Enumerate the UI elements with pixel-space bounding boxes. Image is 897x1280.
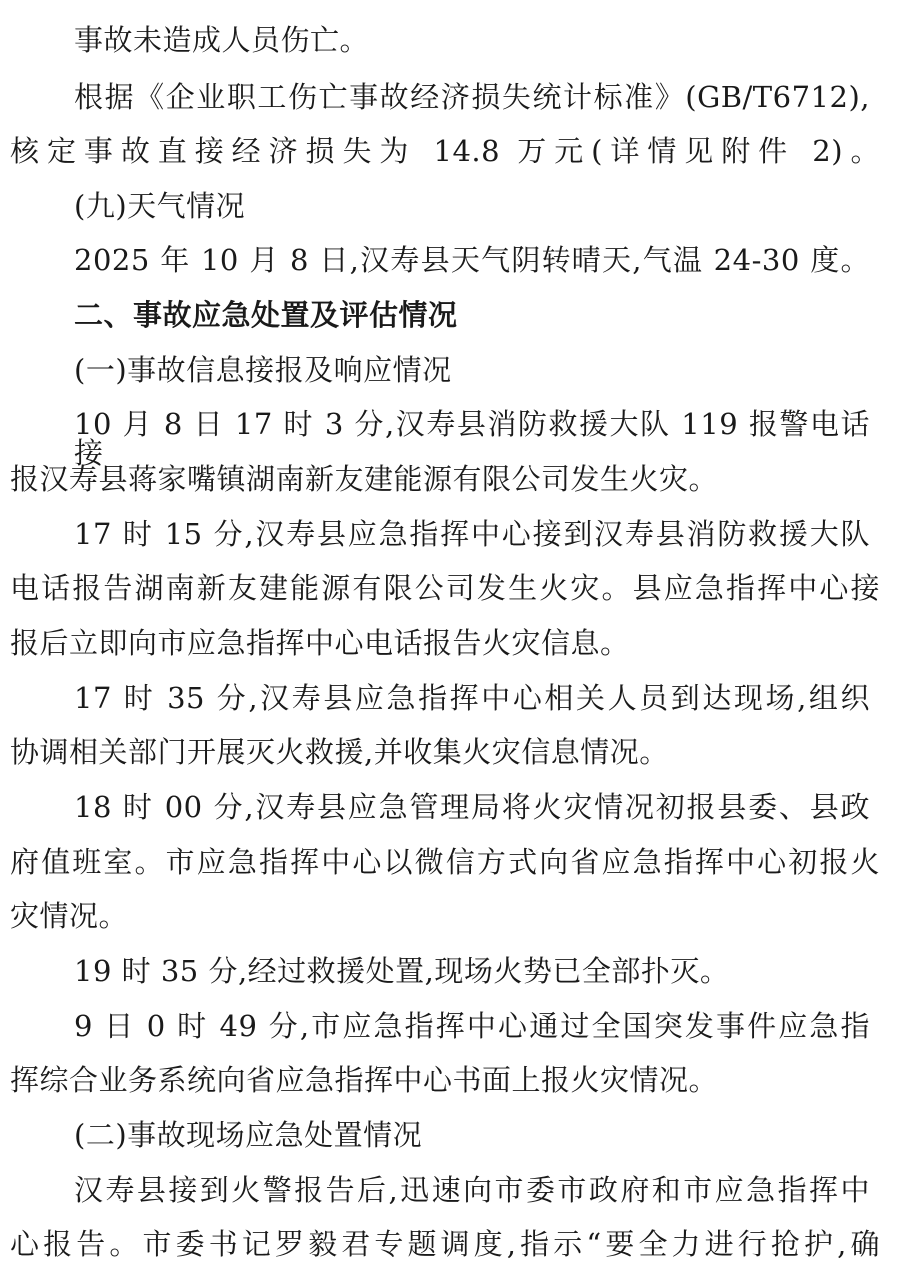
paragraph-line: 9 日 0 时 49 分,市应急指挥中心通过全国突发事件应急指	[74, 1009, 870, 1043]
paragraph-line: 府值班室。市应急指挥中心以微信方式向省应急指挥中心初报火	[10, 845, 880, 879]
paragraph-line: 19 时 35 分,经过救援处置,现场火势已全部扑灭。	[74, 954, 730, 988]
paragraph-line: 18 时 00 分,汉寿县应急管理局将火灾情况初报县委、县政	[74, 790, 870, 824]
paragraph-line: 2025 年 10 月 8 日,汉寿县天气阴转晴天,气温 24-30 度。	[74, 243, 870, 277]
paragraph-line: 17 时 35 分,汉寿县应急指挥中心相关人员到达现场,组织	[74, 681, 870, 715]
section-heading: (一)事故信息接报及响应情况	[74, 353, 452, 387]
paragraph-line: 17 时 15 分,汉寿县应急指挥中心接到汉寿县消防救援大队	[74, 517, 870, 551]
paragraph-line: 汉寿县接到火警报告后,迅速向市委市政府和市应急指挥中	[74, 1173, 870, 1207]
paragraph-line: 挥综合业务系统向省应急指挥中心书面上报火灾情况。	[10, 1063, 719, 1097]
paragraph-line: 事故未造成人员伤亡。	[74, 23, 370, 57]
paragraph-line: 10 月 8 日 17 时 3 分,汉寿县消防救援大队 119 报警电话接	[74, 407, 870, 470]
paragraph-line: 电话报告湖南新友建能源有限公司发生火灾。县应急指挥中心接	[10, 571, 880, 605]
section-heading: (二)事故现场应急处置情况	[74, 1118, 423, 1152]
paragraph-line: 核定事故直接经济损失为 14.8 万元(详情见附件 2)。	[10, 134, 880, 168]
section-heading: (九)天气情况	[74, 189, 246, 223]
paragraph-line: 根据《企业职工伤亡事故经济损失统计标准》(GB/T6712),	[74, 80, 870, 114]
chapter-heading: 二、事故应急处置及评估情况	[74, 298, 458, 332]
paragraph-line: 协调相关部门开展灭火救援,并收集火灾信息情况。	[10, 735, 669, 769]
paragraph-line: 心报告。市委书记罗毅君专题调度,指示“要全力进行抢护,确	[10, 1227, 880, 1261]
paragraph-line: 报后立即向市应急指挥中心电话报告火灾信息。	[10, 626, 630, 660]
paragraph-line: 报汉寿县蒋家嘴镇湖南新友建能源有限公司发生火灾。	[10, 462, 719, 496]
paragraph-line: 灾情况。	[10, 899, 129, 933]
